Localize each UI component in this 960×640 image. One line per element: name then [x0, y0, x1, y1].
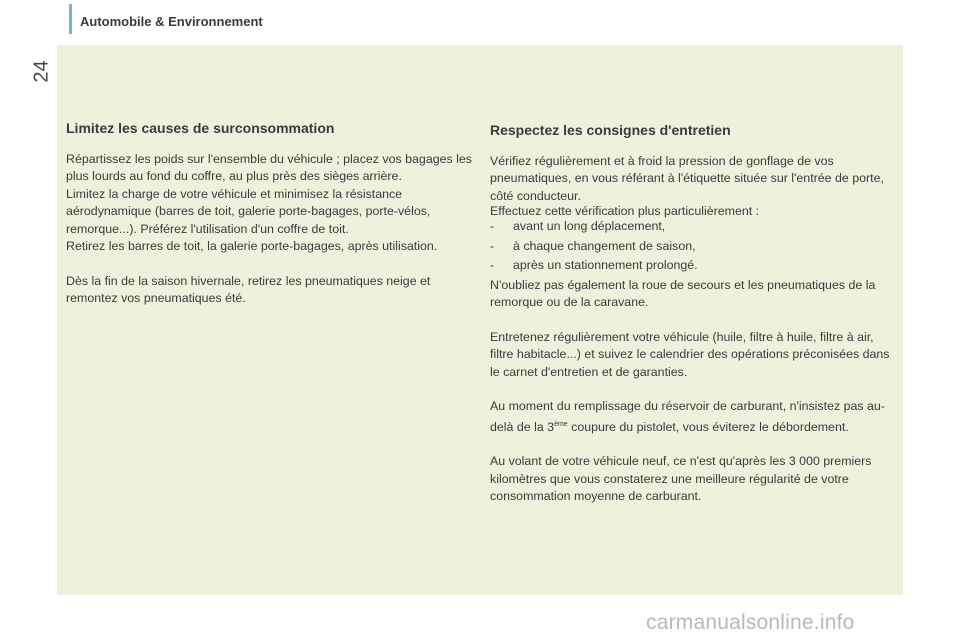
right-paragraph-1: Vérifiez régulièrement et à froid la pression de gonflage de vos pneumatiques, en vous référant à l'étiquette située sur l'entrée de porte, côté conducteur.: [490, 153, 884, 203]
right-heading: Respectez les consignes d'entretien: [490, 122, 731, 138]
superscript: ème: [554, 420, 568, 428]
left-paragraph-1: Répartissez les poids sur l'ensemble du véhicule ; placez vos bagages les plus lourds au fond du coffre, au plus près des sièges arrière.: [66, 151, 472, 183]
paragraph-5-text-end: coupure du pistolet, vous éviterez le débordement.: [567, 419, 849, 434]
right-paragraph-6: Au volant de votre véhicule neuf, ce n'est qu'après les 3 000 premiers kilomètres que vous constaterez une meilleure régularité de votre consommation moyenne de carburant.: [490, 454, 872, 503]
right-paragraph-3: N'oubliez pas également la roue de secours et les pneumatiques de la remorque ou de la caravane.: [490, 277, 876, 309]
right-column: [490, 122, 900, 506]
right-paragraph-4: Entretenez régulièrement votre véhicule (huile, filtre à huile, filtre à air, filtre habitacle...) et suivez le calendrier des opérations préconisées dans le carnet d'entretien et de garanties.: [490, 329, 890, 379]
left-heading: Limitez les causes de surconsommation: [66, 120, 335, 136]
left-paragraph-3: Retirez les barres de toit, la galerie porte-bagages, après utilisation.: [66, 239, 438, 253]
list-item: - à chaque changement de saison,: [490, 238, 900, 256]
left-paragraph-2: Limitez la charge de votre véhicule et minimisez la résistance aérodynamique (barres de toit, galerie porte-bagages, porte-vélos, remorque...). Préférez l'utilisation d'un coffre de toit.: [66, 186, 431, 236]
right-paragraph-2: Effectuez cette vérification plus particulièrement :: [490, 204, 760, 218]
checklist: [490, 218, 900, 275]
page-number: 24: [30, 60, 53, 83]
right-paragraph-5: [490, 398, 900, 436]
section-title: Automobile & Environnement: [80, 14, 263, 29]
list-item: - avant un long déplacement,: [490, 218, 900, 236]
paragraph-5-text: Au moment du remplissage du réservoir de carburant, n'insistez pas au-delà de la 3: [490, 399, 885, 434]
list-item: - après un stationnement prolongé.: [490, 257, 900, 275]
left-column: [66, 120, 476, 308]
left-paragraph-4: Dès la fin de la saison hivernale, retirez les pneumatiques neige et remontez vos pneumatiques été.: [66, 273, 431, 305]
watermark: carmanualsonline.info: [646, 611, 855, 634]
header-accent-bar: [69, 4, 72, 34]
